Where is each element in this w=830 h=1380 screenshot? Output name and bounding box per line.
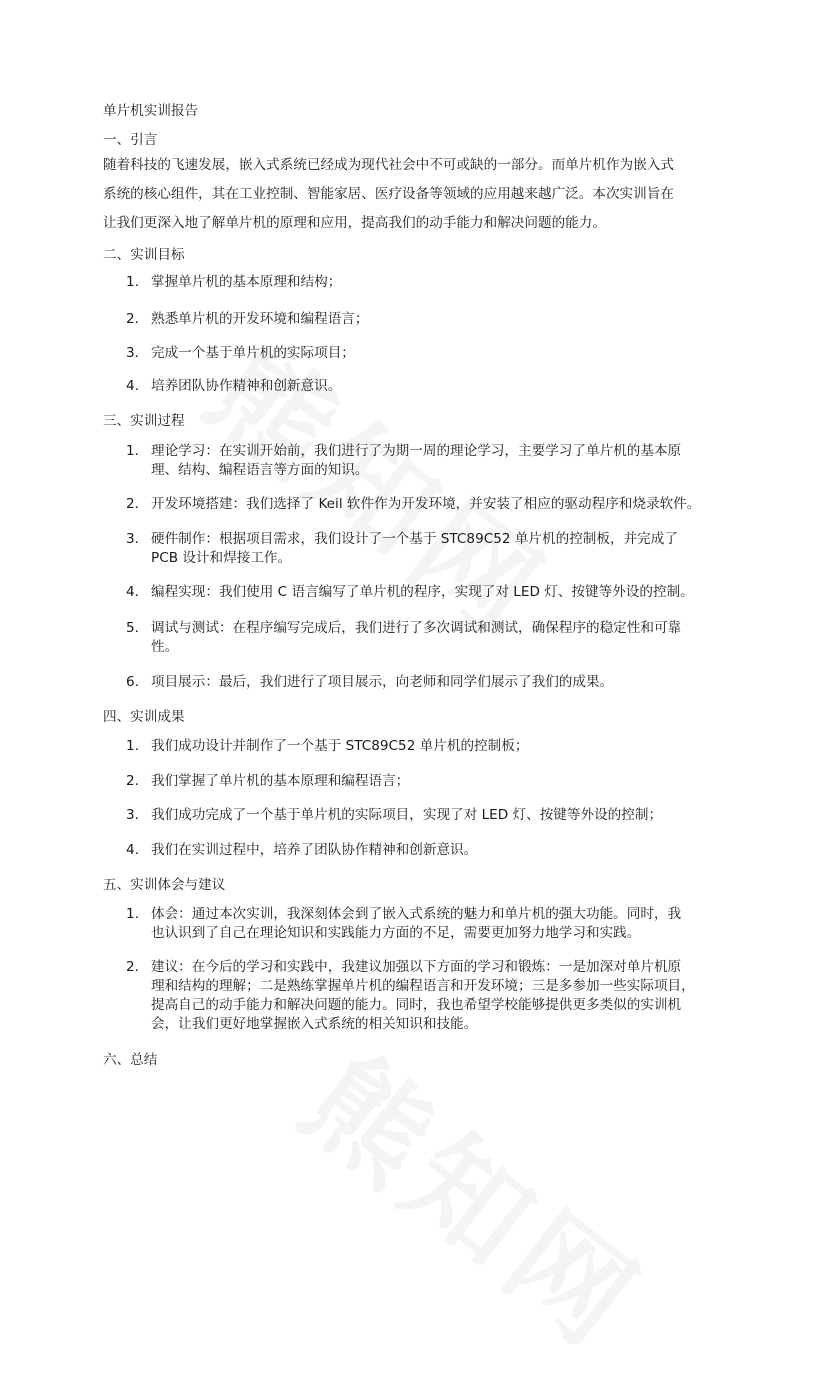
list-number: 4.: [126, 584, 139, 600]
list-text: 我们在实训过程中，培养了团队协作精神和创新意识。: [151, 842, 478, 858]
list-text: 会，让我们更好地掌握嵌入式系统的相关知识和技能。: [151, 1016, 478, 1032]
list-number: 3.: [126, 531, 139, 547]
intro-paragraph: [103, 151, 743, 238]
list-number: 2.: [126, 773, 139, 789]
list-text: 开发环境搭建：我们选择了 Keil 软件作为开发环境，并安装了相应的驱动程序和烧录软件。: [151, 496, 701, 512]
list-text: 硬件制作：根据项目需求，我们设计了一个基于 STC89C52 单片机的控制板，并完成了: [151, 531, 678, 547]
list-number: 1.: [126, 274, 139, 290]
list-text: 熟悉单片机的开发环境和编程语言；: [151, 311, 369, 327]
intro-line: 系统的核心组件，其在工业控制、智能家居、医疗设备等领域的应用越来越广泛。本次实训旨在: [103, 186, 674, 202]
section-heading-summary: 六、总结: [103, 1052, 158, 1068]
list-text: 掌握单片机的基本原理和结构；: [151, 274, 342, 290]
list-number: 4.: [126, 378, 139, 394]
list-text: PCB 设计和焊接工作。: [151, 550, 292, 566]
list-text: 理论学习：在实训开始前，我们进行了为期一周的理论学习，主要学习了单片机的基本原: [151, 443, 682, 459]
list-text: 项目展示：最后，我们进行了项目展示，向老师和同学们展示了我们的成果。: [151, 674, 614, 690]
list-text: 我们成功设计并制作了一个基于 STC89C52 单片机的控制板；: [151, 738, 529, 754]
list-number: 2.: [126, 959, 139, 975]
list-text: 编程实现：我们使用 C 语言编写了单片机的程序，实现了对 LED 灯、按键等外设的控制。: [151, 584, 694, 600]
intro-line: 让我们更深入地了解单片机的原理和应用，提高我们的动手能力和解决问题的能力。: [103, 215, 606, 231]
list-number: 5.: [126, 620, 139, 636]
list-text: 培养团队协作精神和创新意识。: [151, 378, 342, 394]
list-number: 1.: [126, 906, 139, 922]
watermark-secondary: [275, 1010, 682, 1380]
list-number: 1.: [126, 738, 139, 754]
list-text: 建议：在今后的学习和实践中，我建议加强以下方面的学习和锻炼：一是加深对单片机原: [151, 959, 682, 975]
list-text: 体会：通过本次实训，我深刻体会到了嵌入式系统的魅力和单片机的强大功能。同时，我: [151, 906, 682, 922]
section-heading-goals: 二、实训目标: [103, 247, 185, 263]
list-text: 我们成功完成了一个基于单片机的实际项目，实现了对 LED 灯、按键等外设的控制；: [151, 807, 663, 823]
section-heading-process: 三、实训过程: [103, 413, 185, 429]
list-number: 1.: [126, 443, 139, 459]
list-number: 3.: [126, 807, 139, 823]
intro-line: 随着科技的飞速发展，嵌入式系统已经成为现代社会中不可或缺的一部分。而单片机作为嵌入式: [103, 157, 674, 173]
list-text: 也认识到了自己在理论知识和实践能力方面的不足，需要更加努力地学习和实践。: [151, 925, 641, 941]
list-text: 提高自己的动手能力和解决问题的能力。同时，我也希望学校能够提供更多类似的实训机: [151, 997, 682, 1013]
list-number: 2.: [126, 496, 139, 512]
list-number: 3.: [126, 345, 139, 361]
list-text: 我们掌握了单片机的基本原理和编程语言；: [151, 773, 410, 789]
list-number: 4.: [126, 842, 139, 858]
list-text: 调试与测试：在程序编写完成后，我们进行了多次调试和测试，确保程序的稳定性和可靠: [151, 620, 682, 636]
section-heading-results: 四、实训成果: [103, 709, 185, 725]
list-text: 完成一个基于单片机的实际项目；: [151, 345, 355, 361]
list-number: 6.: [126, 674, 139, 690]
section-heading-reflection: 五、实训体会与建议: [103, 877, 226, 893]
list-number: 2.: [126, 311, 139, 327]
section-heading-intro: 一、引言: [103, 132, 158, 148]
list-text: 性。: [151, 639, 179, 655]
list-text: 理、结构、编程语言等方面的知识。: [151, 462, 369, 478]
document-title: 单片机实训报告: [103, 103, 199, 119]
list-text: 理和结构的理解；二是熟练掌握单片机的编程语言和开发环境；三是多参加一些实际项目，: [151, 978, 695, 994]
